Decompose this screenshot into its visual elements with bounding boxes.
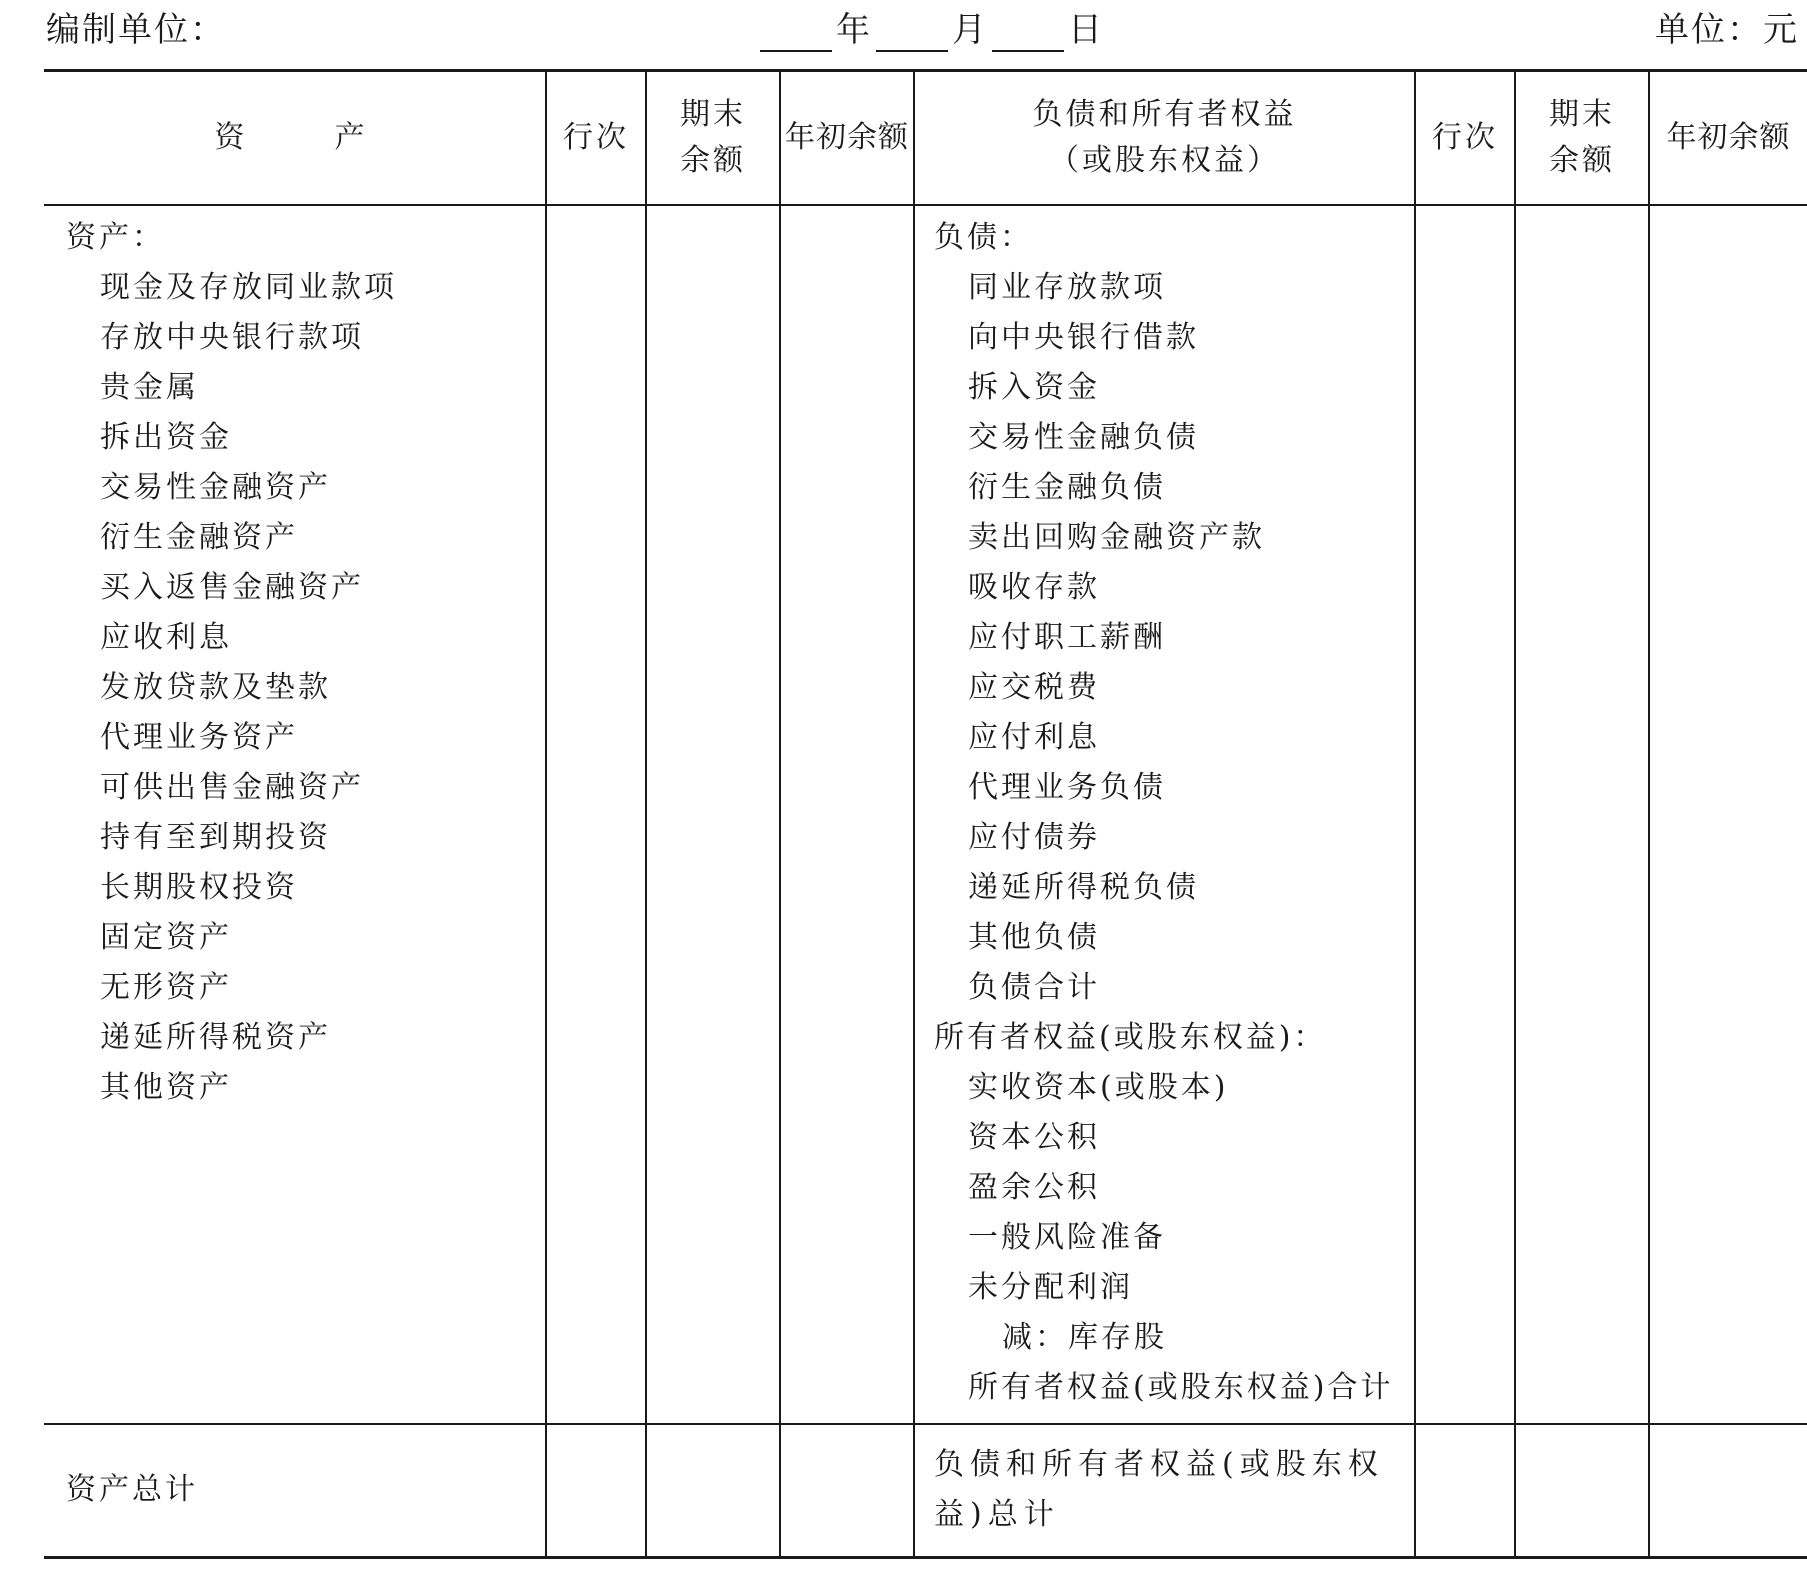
- header-liab-equity-line2: （或股东权益）: [1049, 142, 1280, 178]
- liability-row: 应付利息: [968, 720, 1100, 755]
- header-row-no-right-text: 行次: [1432, 119, 1498, 155]
- asset-row: 贵金属: [100, 370, 199, 405]
- header-row-no: [547, 71, 645, 204]
- liability-row: 向中央银行借款: [968, 320, 1199, 355]
- header-begin-balance-right-text: 年初余额: [1666, 119, 1791, 155]
- liability-row: 衍生金融负债: [968, 470, 1166, 505]
- month-label: 月: [952, 10, 988, 50]
- table-bottom-rule: [44, 1556, 1807, 1559]
- column-divider: [913, 71, 915, 1557]
- asset-row: 无形资产: [100, 970, 232, 1005]
- liability-row: 其他负债: [968, 920, 1100, 955]
- day-label: 日: [1068, 10, 1104, 50]
- liability-row: 代理业务负债: [968, 770, 1166, 805]
- asset-row: 存放中央银行款项: [100, 320, 364, 355]
- column-divider: [645, 71, 647, 1557]
- header-liab-equity-line1: 负债和所有者权益: [1032, 96, 1297, 132]
- asset-row: 发放贷款及垫款: [100, 670, 331, 705]
- table-total-rule: [44, 1423, 1807, 1425]
- liability-row: 应付职工薪酬: [968, 620, 1166, 655]
- liab-equity-total-label: 负债和所有者权益(或股东权益)总计: [934, 1447, 1384, 1532]
- header-begin-balance-right: [1650, 71, 1807, 204]
- unit-label: 单位：元: [1655, 10, 1799, 50]
- header-row-no-right: [1416, 71, 1514, 204]
- assets-total-label: 资产总计: [66, 1472, 198, 1507]
- column-divider: [1648, 71, 1650, 1557]
- asset-row: 其他资产: [100, 1070, 232, 1105]
- asset-row: 现金及存放同业款项: [100, 270, 397, 305]
- table-header-rule: [44, 204, 1807, 206]
- month-blank[interactable]: [876, 14, 948, 52]
- header-row-no-text: 行次: [563, 119, 629, 155]
- equity-row: 资本公积: [968, 1120, 1100, 1155]
- asset-row: 资产：: [66, 220, 165, 255]
- column-divider: [1514, 71, 1516, 1557]
- equity-row: 盈余公积: [968, 1170, 1100, 1205]
- year-blank[interactable]: [760, 14, 832, 52]
- day-blank[interactable]: [992, 14, 1064, 52]
- header-end-balance-right-line1: 期末: [1549, 96, 1615, 132]
- asset-row: 代理业务资产: [100, 720, 298, 755]
- liability-row: 应交税费: [968, 670, 1100, 705]
- header-end-balance-line2: 余额: [680, 142, 746, 178]
- header-assets: [44, 71, 545, 204]
- header-end-balance-right-line2: 余额: [1549, 142, 1615, 178]
- date-line: [756, 8, 1104, 52]
- header-end-balance-line1: 期末: [680, 96, 746, 132]
- asset-row: 可供出售金融资产: [100, 770, 364, 805]
- header-begin-balance: [781, 71, 913, 204]
- org-label: 编制单位：: [46, 10, 226, 50]
- liability-row: 负债合计: [968, 970, 1100, 1005]
- asset-row: 应收利息: [100, 620, 232, 655]
- asset-row: 长期股权投资: [100, 870, 298, 905]
- column-divider: [545, 71, 547, 1557]
- liability-row: 吸收存款: [968, 570, 1100, 605]
- liability-row: 同业存放款项: [968, 270, 1166, 305]
- year-label: 年: [836, 10, 872, 50]
- header-end-balance-right: [1516, 71, 1648, 204]
- liability-row: 交易性金融负债: [968, 420, 1199, 455]
- column-divider: [1414, 71, 1416, 1557]
- equity-row: 未分配利润: [968, 1270, 1133, 1305]
- asset-row: 递延所得税资产: [100, 1020, 331, 1055]
- liability-row: 递延所得税负债: [968, 870, 1199, 905]
- header-assets-text: 资 产: [214, 119, 375, 155]
- liability-row: 拆入资金: [968, 370, 1100, 405]
- asset-row: 拆出资金: [100, 420, 232, 455]
- header-end-balance: [647, 71, 779, 204]
- equity-row: 减：库存股: [1002, 1320, 1167, 1355]
- equity-section-row: 所有者权益(或股东权益)：: [934, 1020, 1327, 1055]
- column-divider: [779, 71, 781, 1557]
- equity-row: 实收资本(或股本): [968, 1070, 1229, 1105]
- header-begin-balance-text: 年初余额: [785, 119, 909, 155]
- equity-row: 一般风险准备: [968, 1220, 1166, 1255]
- liability-row: 卖出回购金融资产款: [968, 520, 1265, 555]
- asset-row: 固定资产: [100, 920, 232, 955]
- asset-row: 交易性金融资产: [100, 470, 331, 505]
- header-liab-equity: [915, 71, 1414, 204]
- asset-row: 买入返售金融资产: [100, 570, 364, 605]
- asset-row: 持有至到期投资: [100, 820, 331, 855]
- liability-row: 应付债券: [968, 820, 1100, 855]
- liability-row: 负债：: [934, 220, 1033, 255]
- asset-row: 衍生金融资产: [100, 520, 298, 555]
- equity-row: 所有者权益(或股东权益)合计: [968, 1370, 1394, 1405]
